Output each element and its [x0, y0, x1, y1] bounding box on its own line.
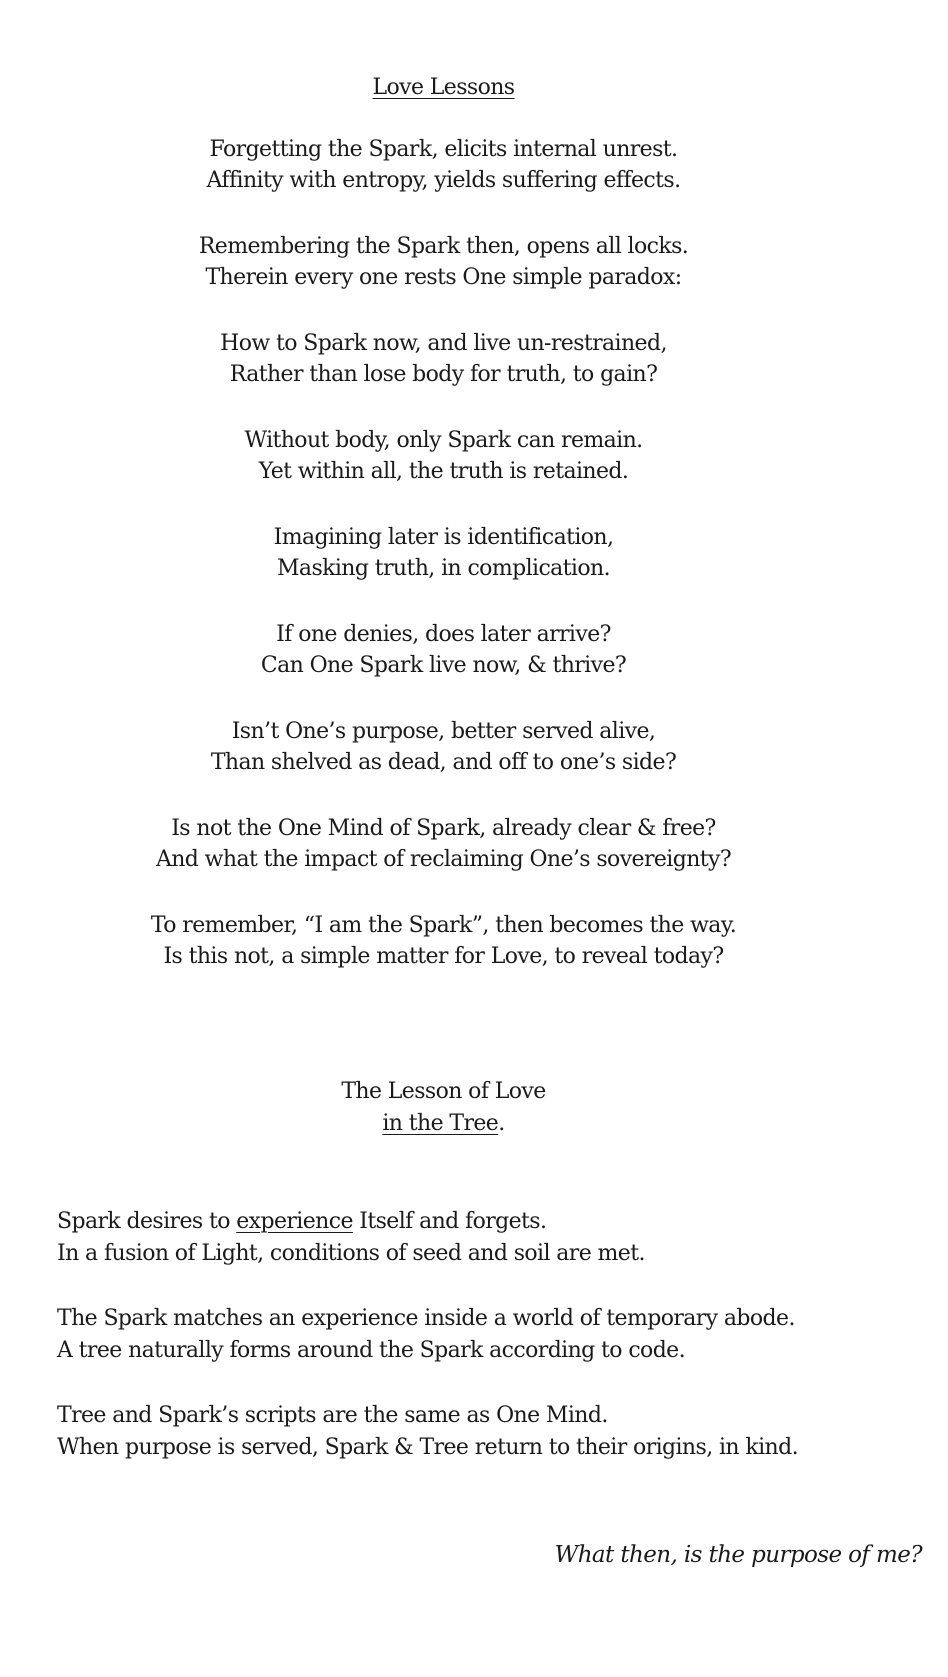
poem1-line: And what the impact of reclaiming One’s sovereignty? [155, 847, 732, 872]
poem1-line: Isn’t One’s purpose, better served alive, [231, 719, 656, 744]
poem1-title [0, 72, 887, 104]
poem1-line: How to Spark now, and live un-restrained, [220, 331, 667, 356]
poem1-line: Therein every one rests One simple paradox: [205, 265, 682, 290]
poem1-title-text: Love Lessons [372, 75, 515, 100]
poem2-line: In a fusion of Light, conditions of seed and soil are met. [57, 1241, 645, 1266]
poem2-line-part: Itself and forgets. [352, 1209, 547, 1234]
poem2-subtitle-underlined: in the Tree [382, 1111, 499, 1136]
poem2-line [57, 1206, 546, 1238]
poem1-line: Can One Spark live now, & thrive? [260, 653, 627, 678]
poem2-subtitle [0, 1108, 887, 1140]
poem1-line: Yet within all, the truth is retained. [258, 459, 629, 484]
poem2-line-part: Spark desires to [57, 1209, 237, 1234]
poem2-line: The Spark matches an experience inside a world of temporary abode. [57, 1306, 795, 1331]
poem1-line: Remembering the Spark then, opens all locks. [198, 234, 689, 259]
poem1-line: Is not the One Mind of Spark, already clear & free? [171, 816, 716, 841]
poem1-line: Without body, only Spark can remain. [244, 428, 643, 453]
poem1-line: If one denies, does later arrive? [276, 622, 611, 647]
poem1-line: Imagining later is identification, [273, 525, 614, 550]
poem1-line: Is this not, a simple matter for Love, to reveal today? [163, 944, 724, 969]
poem2-line: A tree naturally forms around the Spark according to code. [57, 1338, 685, 1363]
poem1-line: Affinity with entropy, yields suffering effects. [206, 168, 681, 193]
poem2-title: The Lesson of Love [341, 1079, 546, 1104]
poem2-line: When purpose is served, Spark & Tree return to their origins, in kind. [57, 1435, 798, 1460]
poem1-line: Than shelved as dead, and off to one’s side? [210, 750, 677, 775]
poem1-line: To remember, “I am the Spark”, then becomes the way. [150, 913, 737, 938]
poem1-line: Forgetting the Spark, elicits internal unrest. [209, 137, 678, 162]
poem1-line: Rather than lose body for truth, to gain? [229, 362, 658, 387]
poem2-subtitle-punct: . [498, 1111, 505, 1136]
poem1-line: Masking truth, in complication. [277, 556, 610, 581]
closing-question: What then, is the purpose of me? [554, 1542, 922, 1568]
poem2-line-underlined: experience [236, 1209, 353, 1234]
poem2-line: Tree and Spark’s scripts are the same as One Mind. [57, 1403, 608, 1428]
